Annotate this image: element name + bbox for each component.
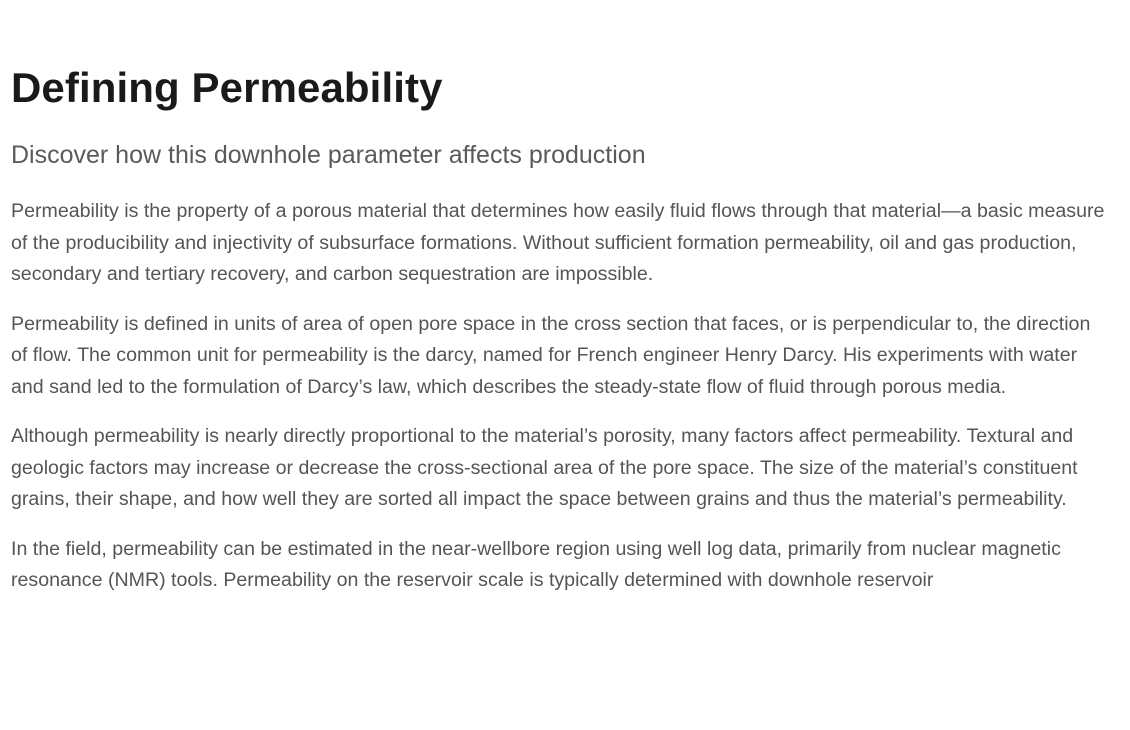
paragraph-units: Permeability is defined in units of area of open pore space in the cross section that faces, or is perpendicular to, the direction of flow. The common unit for permeability is the darcy, named for French engineer Henry Darcy. His experiments with water and sand led to the formulation of Darcy’s law, which describes the steady-state flow of fluid through porous media. [11,312,1091,398]
paragraph-intro: Permeability is the property of a porous material that determines how easily fluid flows through that material—a basic measure of the producibility and injectivity of subsurface formations. Without sufficient formation permeability, oil and gas production, secondary and tertiary recovery, and carbon sequestration are impossible. [11,200,1105,285]
page-title: Defining Permeability [11,64,443,111]
paragraph-factors: Although permeability is nearly directly proportional to the material’s porosity, many factors affect permeability. Textural and geologic factors may increase or decrease the cross-sectional area of the pore space. The size of the material’s constituent grains, their shape, and how well they are sorted all impact the space between grains and thus the material’s permeability. [11,425,1078,510]
paragraph-field-estimation: In the field, permeability can be estimated in the near-wellbore region using well log data, primarily from nuclear magnetic resonance (NMR) tools. Permeability on the reservoir scale is typically determined with downhole reservoir [11,537,1061,591]
page-subtitle: Discover how this downhole parameter affects production [11,141,646,169]
article-body [11,196,1110,597]
